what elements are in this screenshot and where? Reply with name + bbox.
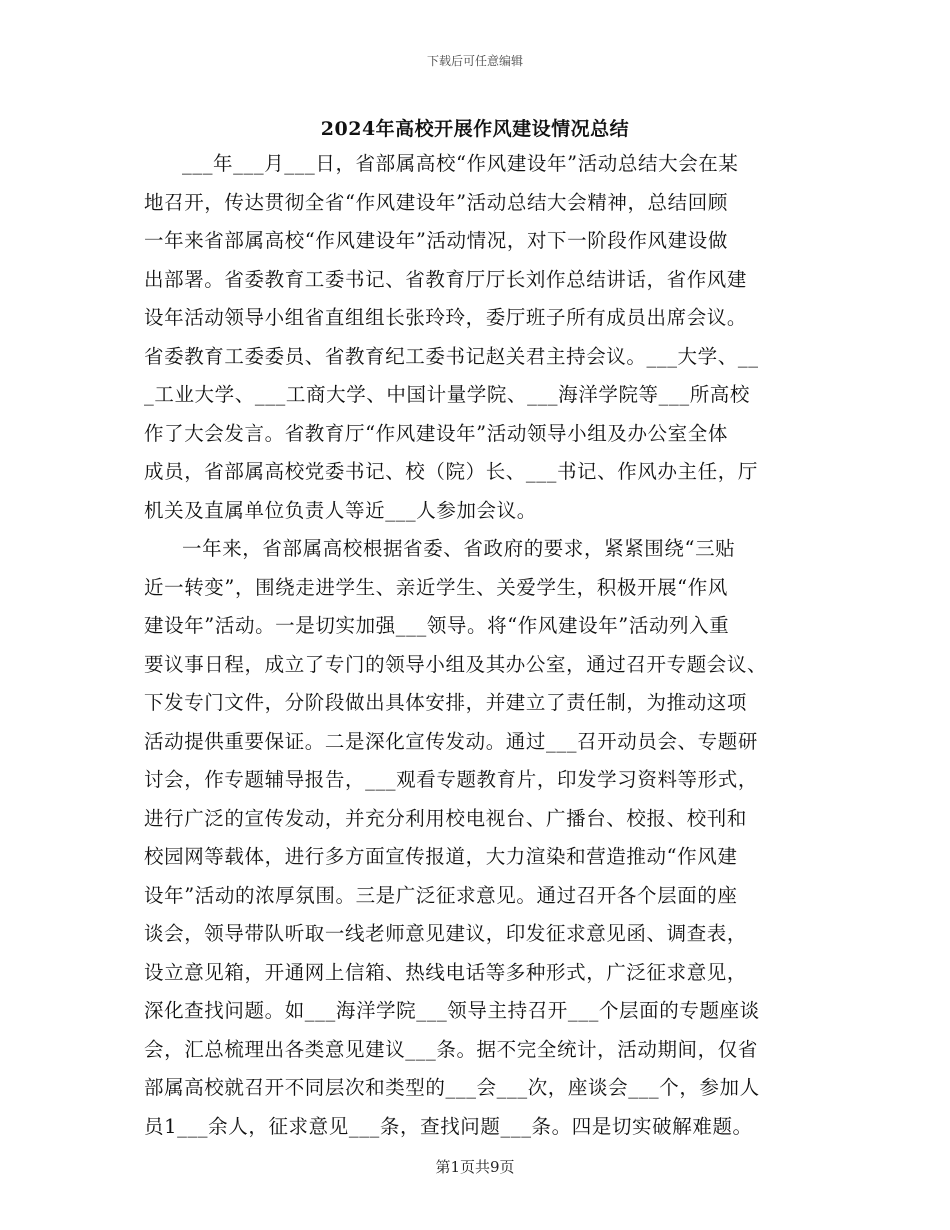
body-line: 设年”活动的浓厚氛围。三是广泛征求意见。通过召开各个层面的座 <box>144 883 738 907</box>
document-title: 2024年高校开展作风建设情况总结 <box>320 118 630 140</box>
page-number: 第1页共9页 <box>435 1158 515 1176</box>
body-line: 会，汇总梳理出各类意见建议___条。据不完全统计，活动期间，仅省 <box>144 1037 758 1061</box>
body-line: 出部署。省委教育工委书记、省教育厅厅长刘作总结讲话，省作风建 <box>144 267 748 291</box>
body-line: 员1___余人，征求意见___条，查找问题___条。四是切实破解难题。 <box>144 1114 753 1138</box>
body-line: 要议事日程，成立了专门的领导小组及其办公室，通过召开专题会议、 <box>144 652 768 676</box>
body-line: ___年___月___日，省部属高校“作风建设年”活动总结大会在某 <box>182 152 739 175</box>
body-line: 活动提供重要保证。二是深化宣传发动。通过___召开动员会、专题研 <box>144 729 758 753</box>
body-line: 一年来，省部属高校根据省委、省政府的要求，紧紧围绕“三贴 <box>182 537 736 560</box>
body-line: 校园网等载体，进行多方面宣传报道，大力渲染和营造推动“作风建 <box>144 845 738 868</box>
body-line: 建设年”活动。一是切实加强___领导。将“作风建设年”活动列入重 <box>144 614 730 637</box>
body-line: 近一转变”，围绕走进学生、亲近学生、关爱学生，积极开展“作风 <box>144 575 728 599</box>
body-line: 下发专门文件，分阶段做出具体安排，并建立了责任制，为推动这项 <box>144 691 748 714</box>
body-line: 深化查找问题。如___海洋学院___领导主持召开___个层面的专题座谈 <box>144 999 760 1022</box>
body-line: 进行广泛的宣传发动，并充分利用校电视台、广播台、校报、校刊和 <box>144 806 748 830</box>
body-line: 省委教育工委委员、省教育纪工委书记赵关君主持会议。___大学、__ <box>144 344 759 368</box>
body-line: 部属高校就召开不同层次和类型的___会___次，座谈会___个，参加人 <box>144 1076 760 1099</box>
header-note: 下载后可任意编辑 <box>426 54 523 68</box>
body-line: 地召开，传达贯彻全省“作风建设年”活动总结大会精神，总结回顾 <box>144 190 728 214</box>
body-line: 设年活动领导小组省直组组长张玲玲，委厅班子所有成员出席会议。 <box>144 306 748 329</box>
body-line: 设立意见箱，开通网上信箱、热线电话等多种形式，广泛征求意见， <box>144 960 748 984</box>
body-line: 机关及直属单位负责人等近___人参加会议。 <box>144 498 537 522</box>
body-line: 谈会，领导带队听取一线老师意见建议，印发征求意见函、调查表， <box>144 922 748 945</box>
body-line: 成员，省部属高校党委书记、校（院）长、___书记、作风办主任，厅 <box>144 460 758 483</box>
body-line: 作了大会发言。省教育厅“作风建设年”活动领导小组及办公室全体 <box>144 421 728 445</box>
body-line: 讨会，作专题辅导报告，___观看专题教育片，印发学习资料等形式， <box>144 768 758 791</box>
body-line: 一年来省部属高校“作风建设年”活动情况，对下一阶段作风建设做 <box>144 229 728 252</box>
document-body <box>144 145 824 1146</box>
body-line: _工业大学、___工商大学、中国计量学院、___海洋学院等___所高校 <box>144 383 750 406</box>
